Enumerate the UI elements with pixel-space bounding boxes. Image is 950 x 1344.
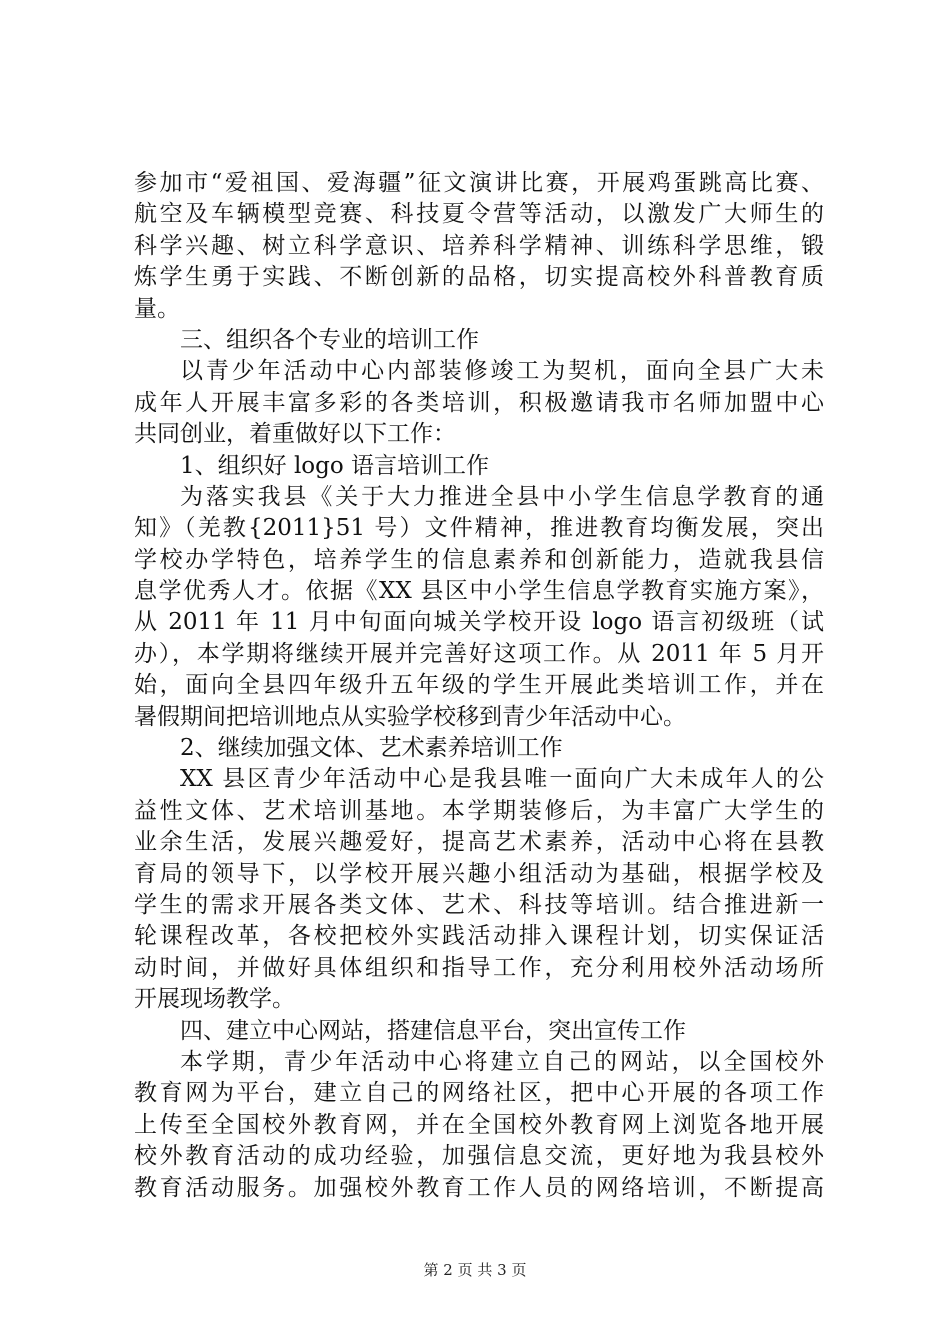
text-line: 益性文体、艺术培训基地。本学期装修后，为丰富广大学生的 xyxy=(134,797,824,824)
page-footer: 第 2 页 共 3 页 xyxy=(423,1261,527,1279)
text-line: 从 2011 年 11 月中旬面向城关学校开设 logo 语言初级班（试 xyxy=(134,609,824,636)
paragraph-subsection-1 xyxy=(134,482,824,733)
text-line: 育局的领导下，以学校开展兴趣小组活动为基础，根据学校及 xyxy=(134,860,824,887)
section-heading-3: 三、组织各个专业的培训工作 xyxy=(180,326,479,353)
document-body xyxy=(134,168,824,1204)
text-line: 学生的需求开展各类文体、艺术、科技等培训。结合推进新一 xyxy=(134,891,824,918)
text-line: 办），本学期将继续开展并完善好这项工作。从 2011 年 5 月开 xyxy=(134,640,824,667)
text-line: 校外教育活动的成功经验，加强信息交流，更好地为我县校外 xyxy=(134,1143,824,1170)
text-line: 成年人开展丰富多彩的各类培训，积极邀请我市名师加盟中心 xyxy=(134,389,824,416)
text-line: 教育网为平台，建立自己的网络社区，把中心开展的各项工作 xyxy=(134,1080,824,1107)
paragraph-intro xyxy=(134,168,824,325)
paragraph-section-4 xyxy=(134,1047,824,1204)
text-line: 共同创业，着重做好以下工作： xyxy=(134,421,456,448)
text-line: XX 县区青少年活动中心是我县唯一面向广大未成年人的公 xyxy=(180,766,824,793)
paragraph-section-3 xyxy=(134,356,824,450)
text-line: 以青少年活动中心内部装修竣工为契机，面向全县广大未 xyxy=(180,358,824,385)
text-line: 量。 xyxy=(134,295,180,322)
text-line: 暑假期间把培训地点从实验学校移到青少年活动中心。 xyxy=(134,703,686,730)
text-line: 科学兴趣、树立科学意识、培养科学精神、训练科学思维，锻 xyxy=(134,232,824,259)
text-line: 业余生活，发展兴趣爱好，提高艺术素养，活动中心将在县教 xyxy=(134,829,824,856)
section-heading-4: 四、建立中心网站，搭建信息平台，突出宣传工作 xyxy=(180,1017,686,1044)
paragraph-subsection-2 xyxy=(134,764,824,1015)
text-line: 始，面向全县四年级升五年级的学生开展此类培训工作，并在 xyxy=(134,672,824,699)
text-line: 学校办学特色，培养学生的信息素养和创新能力，造就我县信 xyxy=(134,546,824,573)
text-line: 炼学生勇于实践、不断创新的品格，切实提高校外科普教育质 xyxy=(134,264,824,291)
text-line: 知》（羌教{2011}51 号）文件精神，推进教育均衡发展，突出 xyxy=(134,515,824,542)
text-line: 动时间，并做好具体组织和指导工作，充分利用校外活动场所 xyxy=(134,954,824,981)
text-line: 息学优秀人才。依据《XX 县区中小学生信息学教育实施方案》， xyxy=(134,578,824,605)
subheading-2: 2、继续加强文体、艺术素养培训工作 xyxy=(180,735,563,762)
text-line: 轮课程改革，各校把校外实践活动排入课程计划，切实保证活 xyxy=(134,923,824,950)
text-line: 教育活动服务。加强校外教育工作人员的网络培训，不断提高 xyxy=(134,1174,824,1201)
subheading-1: 1、组织好 logo 语言培训工作 xyxy=(180,452,490,479)
text-line: 参加市“爱祖国、爱海疆”征文演讲比赛，开展鸡蛋跳高比赛、 xyxy=(134,170,824,196)
text-line: 本学期，青少年活动中心将建立自己的网站，以全国校外 xyxy=(180,1048,824,1075)
text-line: 开展现场教学。 xyxy=(134,986,295,1013)
text-line: 上传至全国校外教育网，并在全国校外教育网上浏览各地开展 xyxy=(134,1111,824,1138)
text-line: 为落实我县《关于大力推进全县中小学生信息学教育的通 xyxy=(180,483,824,510)
text-line: 航空及车辆模型竞赛、科技夏令营等活动，以激发广大师生的 xyxy=(134,201,824,228)
